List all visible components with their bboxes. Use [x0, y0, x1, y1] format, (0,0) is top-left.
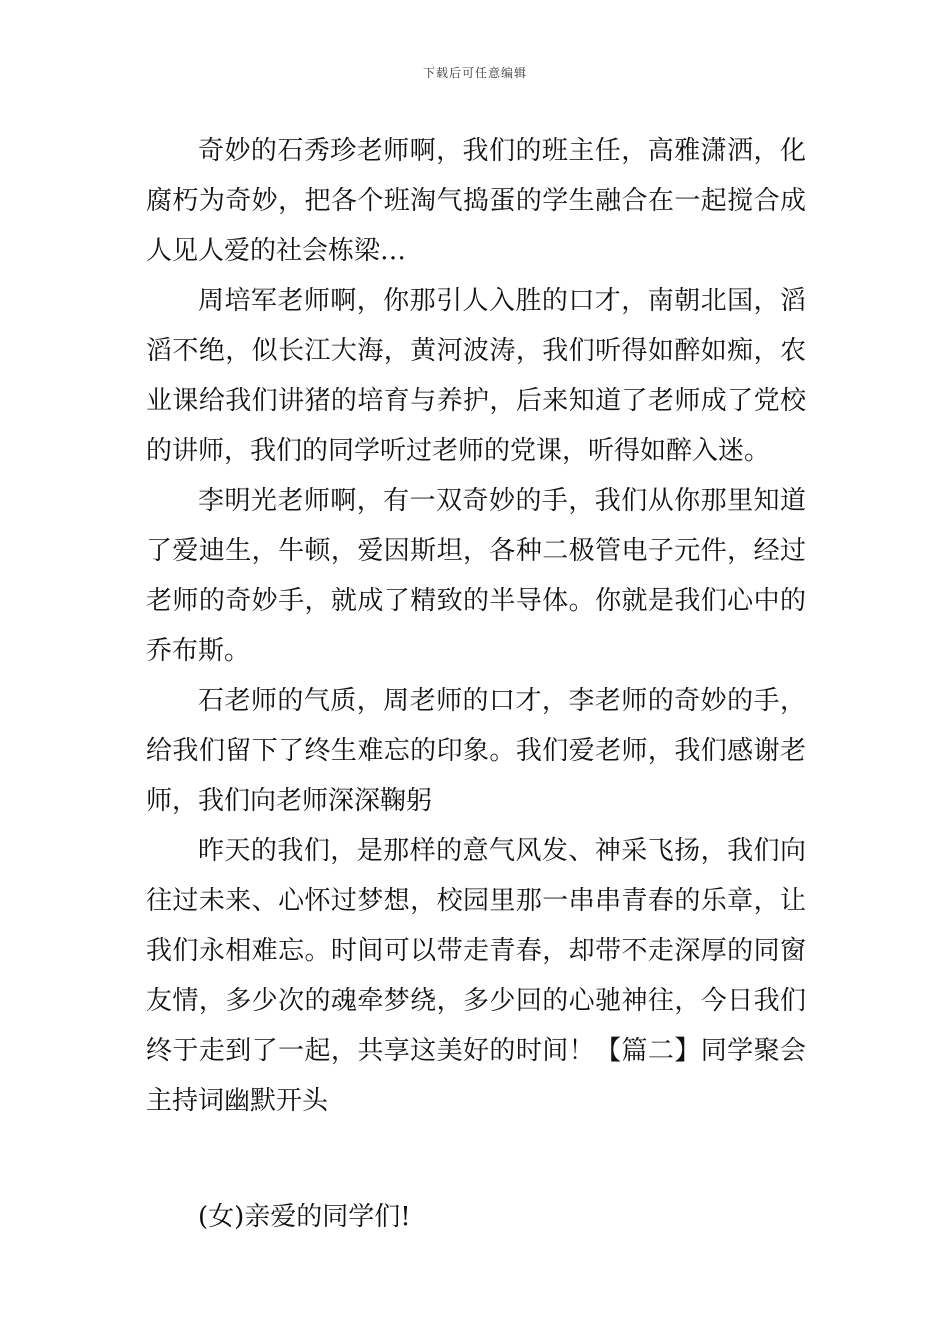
paragraph-shi-teacher: 奇妙的石秀珍老师啊，我们的班主任，高雅潇洒，化腐朽为奇妙，把各个班淘气捣蛋的学生融合在一起搅合成人见人爱的社会栋梁… — [146, 136, 806, 266]
document-body — [146, 126, 806, 1242]
paragraph-zhou-teacher: 周培军老师啊，你那引人入胜的口才，南朝北国，滔滔不绝，似长江大海，黄河波涛，我们听得如醉如痴，农业课给我们讲猪的培育与养护，后来知道了老师成了党校的讲师，我们的同学听过老师的党课，听得如醉入迷。 — [146, 286, 806, 466]
paragraph-thanks-teachers: 石老师的气质，周老师的口才，李老师的奇妙的手，给我们留下了终生难忘的印象。我们爱老师，我们感谢老师，我们向老师深深鞠躬 — [146, 686, 806, 816]
paragraph-greeting: (女)亲爱的同学们! — [198, 1202, 411, 1232]
blank-line — [146, 1126, 806, 1192]
page-header: 下载后可任意编辑 — [422, 66, 527, 80]
paragraph-yesterday: 昨天的我们，是那样的意气风发、神采飞扬，我们向往过未来、心怀过梦想，校园里那一串串青春的乐章，让我们永相难忘。时间可以带走青春，却带不走深厚的同窗友情，多少次的魂牵梦绕，多少回的心驰神往，今日我们终于走到了一起，共享这美好的时间！【篇二】同学聚会主持词幽默开头 — [146, 836, 806, 1116]
paragraph-li-teacher: 李明光老师啊，有一双奇妙的手，我们从你那里知道了爱迪生，牛顿，爱因斯坦，各种二极管电子元件，经过老师的奇妙手，就成了精致的半导体。你就是我们心中的乔布斯。 — [146, 486, 806, 666]
